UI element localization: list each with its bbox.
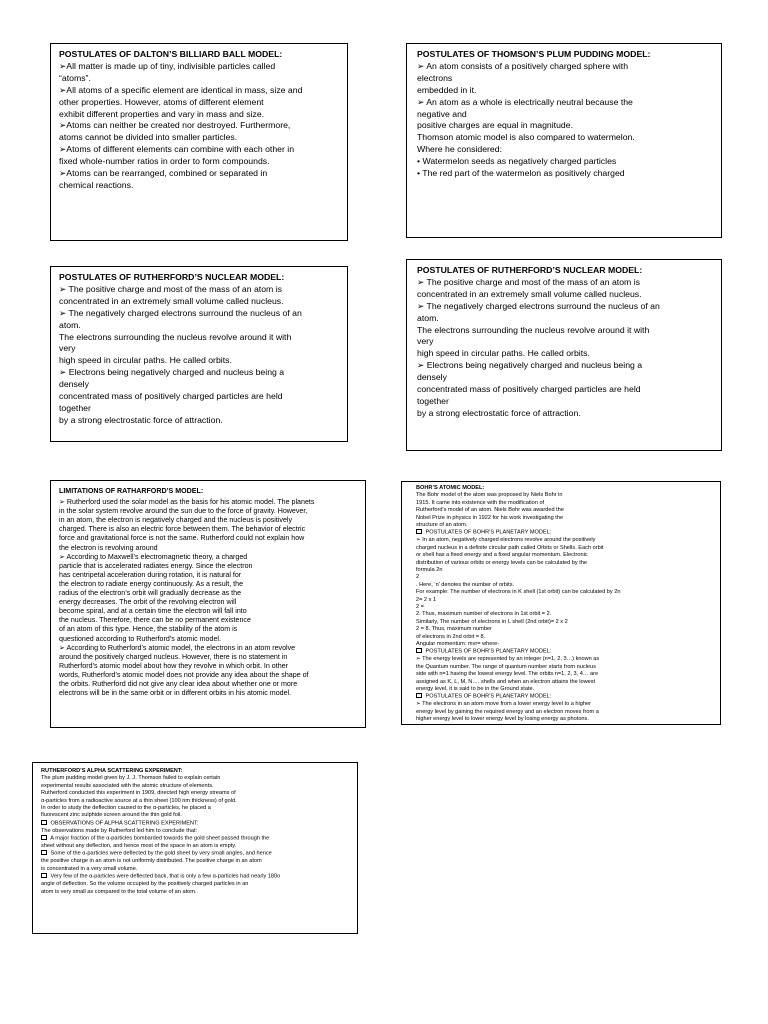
text-line: or shell has a fixed energy and a fixed angular momentum. Electronic — [416, 552, 588, 559]
text-line: exhibit different properties and vary in mass and size. — [59, 108, 265, 119]
text-line: Rutherford’s atomic model about how they revolve in which orbit. In other — [59, 661, 288, 670]
text-line: the Quantum number. The range of quantum number starts from nucleus — [416, 663, 596, 670]
card-title: BOHR’S ATOMIC MODEL: — [416, 485, 485, 491]
text-line: concentrated mass of positively charged particles are held — [59, 391, 283, 402]
text-line: formula 2n — [416, 566, 443, 573]
alpha-text — [41, 775, 349, 896]
text-line: densely — [417, 372, 447, 383]
text-line: Angular momentum: mvr= where- — [416, 641, 500, 648]
text-line: ➢ An atom consists of a positively charged sphere with — [417, 60, 629, 71]
text-line: high speed in circular paths. He called orbits. — [59, 355, 232, 366]
text-line: ➢ An atom as a whole is electrically neutral because the — [417, 96, 633, 107]
checkbox-bullet-icon — [416, 693, 422, 698]
text-line: other properties. However, atoms of different element — [59, 96, 264, 107]
text-line: atom. — [417, 312, 439, 323]
text-line: ➢ The positive charge and most of the mass of an atom is — [59, 283, 282, 294]
text-line: 2= 2 x 1 — [416, 596, 437, 603]
text-line: ➢All atoms of a specific element are identical in mass, size and — [59, 84, 303, 95]
text-line: very — [417, 336, 434, 347]
text-line: of electrons in 2nd orbit = 8. — [416, 633, 486, 640]
bulleted-line: POSTULATES OF BOHR’S PLANETARY MODEL: — [416, 529, 706, 537]
text-line: electrons will be in the same orbit or in different orbits in his atomic model. — [59, 689, 292, 698]
text-line: sheet without any deflection, and hence most of the space in an atom is empty. — [41, 843, 237, 850]
card-title: LIMITATIONS OF RATHARFORD’S MODEL: — [59, 487, 204, 495]
text-line: fixed whole-number ratios in order to form compounds. — [59, 156, 270, 167]
text-line: α-particles from a radioactive source at a thin sheet (100 nm thickness) of gold. — [41, 797, 237, 804]
text-line: has centripetal acceleration during rotation, it is natural for — [59, 570, 242, 579]
text-line: The observations made by Rutherford led him to conclude that: — [41, 827, 198, 834]
text-line: energy level, it is said to be in the Ground state. — [416, 685, 535, 692]
text-line: words, Rutherford’s atomic model does not provide any idea about the shape of — [59, 670, 309, 679]
rutherford-postulates-card — [50, 266, 348, 442]
limitations-text — [59, 498, 357, 698]
text-line: Rutherford conducted this experiment in 1909, directed high energy streams of — [41, 790, 236, 797]
text-line: concentrated in an extremely small volume called nucleus. — [417, 288, 642, 299]
text-line: particle that is accelerated radiates energy. Since the electron — [59, 561, 253, 570]
text-line: The Bohr model of the atom was proposed by Niels Bohr in — [416, 492, 563, 499]
text-line: electrons — [417, 72, 453, 83]
text-line: side with n=1 having the lowest energy level. The orbits n=1, 2, 3, 4… are — [416, 671, 599, 678]
text-line: Rutherford’s model of an atom. Niels Bohr was awarded the — [416, 507, 564, 514]
text-line: ➢ The negatively charged electrons surround the nucleus of an — [59, 307, 302, 318]
text-line: 2 = 8. Thus, maximum number — [416, 626, 492, 633]
text-line: very — [59, 343, 76, 354]
text-line: Where he considered: — [417, 144, 502, 155]
text-line: distribution of various orbits or energy levels can be calculated by the — [416, 559, 588, 566]
text-line: concentrated in an extremely small volume called nucleus. — [59, 295, 284, 306]
card-title: RUTHERFORD’S ALPHA SCATTERING EXPERIMENT: — [41, 768, 183, 774]
bulleted-line: Some of the α-particles were deflected by the gold sheet by very small angles, and hence — [41, 850, 349, 858]
text-line: around the positively charged nucleus. However, there is no statement in — [59, 652, 288, 661]
checkbox-bullet-icon — [41, 850, 47, 855]
text-line: embedded in it. — [417, 84, 477, 95]
text-line: ➢Atoms can neither be created nor destroyed. Furthermore, — [59, 120, 291, 131]
text-line: . Here, ‘n’ denotes the number of orbits. — [416, 581, 515, 588]
text-line: the nucleus. Therefore, there can be no permanent existence — [59, 616, 251, 625]
text-line: ➢ In an atom, negatively charged electrons revolve around the positively — [416, 537, 596, 544]
text-line: ➢All matter is made up of tiny, indivisible particles called — [59, 60, 276, 71]
text-line: in the solar system revolve around the sun due to the force of gravity. However, — [59, 507, 308, 516]
text-line: by a strong electrostatic force of attraction. — [417, 407, 581, 418]
checkbox-bullet-icon — [41, 873, 47, 878]
text-line: structure of an atom. — [416, 522, 468, 529]
thomson-postulates-card — [406, 43, 722, 238]
text-line: energy level by gaining the required energy and an electron moves from a — [416, 708, 599, 715]
checkbox-bullet-icon — [41, 820, 47, 825]
bulleted-line: A major fraction of the α-particles bombarded towards the gold sheet passed through the — [41, 835, 349, 843]
bohr-atomic-model-card — [401, 481, 721, 725]
text-line: The plum pudding model given by J. J. Thomson failed to explain certain — [41, 775, 221, 782]
text-line: In order to study the deflection caused to the α-particles, he placed a — [41, 805, 211, 812]
text-line: Similarly, The number of electrons in L shell (2nd orbit)= 2 x 2 — [416, 618, 568, 625]
text-line: ➢ Electrons being negatively charged and nucleus being a — [417, 360, 643, 371]
text-line: ➢ According to Maxwell’s electromagnetic theory, a charged — [59, 552, 248, 561]
text-line: charged. There is also an electric force between them. The behavior of electric — [59, 525, 306, 534]
bulleted-line: POSTULATES OF BOHR’S PLANETARY MODEL: — [416, 648, 706, 656]
text-line: experimental results associated with the atomic structure of elements. — [41, 782, 214, 789]
text-line: ➢ According to Rutherford’s atomic model, the electrons in an atom revolve — [59, 643, 296, 652]
text-line: high speed in circular paths. He called orbits. — [417, 348, 590, 359]
text-line: ➢ Electrons being negatively charged and nucleus being a — [59, 367, 285, 378]
text-line: 2. Thus, maximum number of electrons in 1st orbit = 2. — [416, 611, 552, 618]
text-line: The electrons surrounding the nucleus revolve around it with — [59, 331, 292, 342]
text-line: atom. — [59, 319, 81, 330]
text-line: atom is very small as compared to the total volume of an atom. — [41, 888, 197, 895]
text-line: • The red part of the watermelon as positively charged — [417, 168, 625, 179]
bohr-text — [416, 492, 706, 723]
text-line: The electrons surrounding the nucleus revolve around it with — [417, 324, 650, 335]
text-line: force and gravitational force is not the same. Rutherford could not explain how — [59, 534, 305, 543]
text-line: ➢ The negatively charged electrons surround the nucleus of an — [417, 300, 660, 311]
text-line: negative and — [417, 108, 467, 119]
text-line: the electron is revolving around — [59, 543, 158, 552]
checkbox-bullet-icon — [416, 648, 422, 653]
text-line: ➢Atoms of different elements can combine with each other in — [59, 144, 295, 155]
alpha-scattering-card — [32, 762, 358, 934]
text-line: atoms cannot be divided into smaller particles. — [59, 132, 238, 143]
card-title: POSTULATES OF RUTHERFORD’S NUCLEAR MODEL: — [417, 265, 643, 275]
text-line: “atoms”. — [59, 72, 91, 83]
text-line: energy decreases. The orbit of the revolving electron will — [59, 598, 237, 607]
text-line: Thomson atomic model is also compared to watermelon. — [417, 132, 635, 143]
text-line: • Watermelon seeds as negatively charged particles — [417, 156, 617, 167]
text-line: higher energy level to lower energy level by losing energy as photons. — [416, 716, 589, 723]
text-line: densely — [59, 379, 89, 390]
dalton-postulates-card — [50, 43, 348, 241]
text-line: fluorescent zinc sulphide screen around the thin gold foil. — [41, 812, 182, 819]
checkbox-bullet-icon — [41, 835, 47, 840]
text-line: 2 — [416, 574, 420, 581]
text-line: assigned as K, L, M, N…. shells and when an electron attains the lowest — [416, 678, 596, 685]
text-line: of an atom of this type. Hence, the stability of the atom is — [59, 625, 238, 634]
card-title: POSTULATES OF DALTON’S BILLIARD BALL MODEL: — [59, 49, 283, 59]
text-line: ➢Atoms can be rearranged, combined or separated in — [59, 168, 268, 179]
text-line: Nobel Prize in physics in 1922 for his work investigating the — [416, 514, 564, 521]
text-line: together — [59, 402, 91, 413]
rutherford-limitations-card — [50, 480, 366, 728]
rutherford-postulates-card-duplicate — [406, 259, 722, 451]
text-line: is concentrated in a very small volume. — [41, 865, 138, 872]
text-line: the electron to radiate energy continuously. As a result, the — [59, 579, 244, 588]
text-line: charged nucleus in a definite circular path called Orbits or Shells. Each orbit — [416, 544, 604, 551]
text-line: the positive charge in an atom is not uniformly distributed. The positive charge in an atom — [41, 858, 262, 865]
text-line: questioned according to Rutherford’s atomic model. — [59, 634, 221, 643]
text-line: For example: The number of electrons in K shell (1st orbit) can be calculated by 2n — [416, 589, 621, 596]
text-line: angle of deflection. So the volume occupied by the positively charged particles in an — [41, 881, 249, 888]
text-line: positive charges are equal in magnitude. — [417, 120, 573, 131]
text-line: 2 = — [416, 604, 424, 610]
text-line: become spiral, and at a certain time the electron will fall into — [59, 607, 247, 616]
bulleted-line: POSTULATES OF BOHR’S PLANETARY MODEL: — [416, 693, 706, 701]
text-line: ➢ The electrons in an atom move from a lower energy level to a higher — [416, 701, 591, 708]
bulleted-line: OBSERVATIONS OF ALPHA SCATTERING EXPERIMENT: — [41, 820, 349, 828]
card-title: POSTULATES OF RUTHERFORD’S NUCLEAR MODEL: — [59, 272, 285, 282]
text-line: ➢ The energy levels are represented by an integer (n=1, 2, 3…) known as — [416, 656, 600, 663]
text-line: 1915. It came into existence with the modification of — [416, 499, 545, 506]
text-line: radius of the electron’s orbit will gradually decrease as the — [59, 589, 242, 598]
text-line: by a strong electrostatic force of attraction. — [59, 414, 223, 425]
text-line: in an atom, the electron is negatively charged and the nucleus is positively — [59, 516, 293, 525]
text-line: ➢ Rutherford used the solar model as the basis for his atomic model. The planets — [59, 498, 315, 507]
text-line: concentrated mass of positively charged particles are held — [417, 384, 641, 395]
checkbox-bullet-icon — [416, 529, 422, 534]
text-line: ➢ The positive charge and most of the mass of an atom is — [417, 276, 640, 287]
text-line: the orbits. Rutherford did not give any clear idea about whether one or more — [59, 679, 298, 688]
text-line: chemical reactions. — [59, 179, 134, 190]
text-line: together — [417, 395, 449, 406]
bulleted-line: Very few of the α-particles were deflected back, that is only a few α-particles had nearly 180o — [41, 873, 349, 881]
card-title: POSTULATES OF THOMSON’S PLUM PUDDING MODEL: — [417, 49, 651, 59]
